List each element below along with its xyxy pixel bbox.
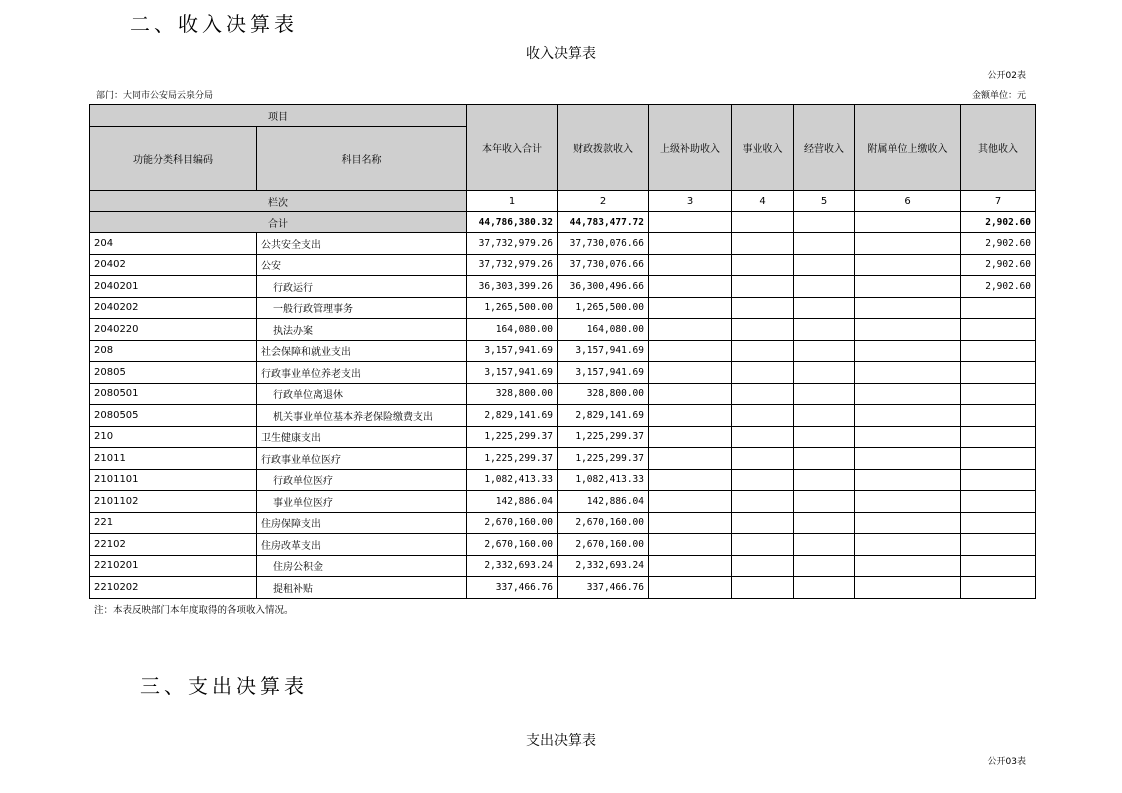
column-number: 3 xyxy=(649,191,732,212)
income-table-title: 收入决算表 xyxy=(526,46,596,62)
row-value xyxy=(732,534,794,556)
income-form-no: 公开02表 xyxy=(987,71,1026,81)
row-value xyxy=(649,448,732,470)
row-value: 1,082,413.33 xyxy=(467,469,558,491)
row-value xyxy=(961,491,1036,513)
header-col-5: 经营收入 xyxy=(794,105,855,191)
row-value xyxy=(794,254,855,276)
row-value xyxy=(794,319,855,341)
table-row xyxy=(90,319,1036,341)
row-code: 22102 xyxy=(90,534,257,556)
row-value xyxy=(855,362,961,384)
row-value xyxy=(961,577,1036,599)
table-row xyxy=(90,383,1036,405)
row-value: 37,730,076.66 xyxy=(558,233,649,255)
row-value: 337,466.76 xyxy=(558,577,649,599)
row-value: 2,332,693.24 xyxy=(467,555,558,577)
row-value: 337,466.76 xyxy=(467,577,558,599)
row-value xyxy=(855,405,961,427)
column-number: 2 xyxy=(558,191,649,212)
row-value: 1,225,299.37 xyxy=(558,426,649,448)
row-value xyxy=(855,383,961,405)
expense-table-title: 支出决算表 xyxy=(526,733,596,749)
row-value xyxy=(961,340,1036,362)
row-value xyxy=(855,319,961,341)
total-value: 44,783,477.72 xyxy=(558,212,649,233)
row-name: 行政运行 xyxy=(257,276,467,298)
row-value xyxy=(855,340,961,362)
row-value xyxy=(961,555,1036,577)
row-code: 208 xyxy=(90,340,257,362)
row-value xyxy=(732,512,794,534)
header-col-3: 上级补助收入 xyxy=(649,105,732,191)
expense-form-no: 公开03表 xyxy=(987,757,1026,767)
row-code: 2210201 xyxy=(90,555,257,577)
row-value: 142,886.04 xyxy=(467,491,558,513)
row-value xyxy=(855,577,961,599)
row-value xyxy=(732,254,794,276)
row-name: 住房公积金 xyxy=(257,555,467,577)
row-value xyxy=(855,534,961,556)
row-value: 164,080.00 xyxy=(558,319,649,341)
row-value xyxy=(649,340,732,362)
row-value xyxy=(794,469,855,491)
row-name: 行政事业单位医疗 xyxy=(257,448,467,470)
row-value xyxy=(649,383,732,405)
table-row xyxy=(90,276,1036,298)
row-value xyxy=(794,405,855,427)
row-value xyxy=(649,512,732,534)
table-row xyxy=(90,233,1036,255)
table-row xyxy=(90,534,1036,556)
department-label: 部门：大同市公安局云泉分局 xyxy=(96,91,214,101)
row-value xyxy=(794,426,855,448)
row-value xyxy=(649,405,732,427)
row-code: 2101101 xyxy=(90,469,257,491)
row-value xyxy=(732,276,794,298)
row-value: 2,829,141.69 xyxy=(558,405,649,427)
row-value: 36,300,496.66 xyxy=(558,276,649,298)
row-value xyxy=(732,577,794,599)
total-value: 2,902.60 xyxy=(961,212,1036,233)
row-name: 住房改革支出 xyxy=(257,534,467,556)
header-col-1: 本年收入合计 xyxy=(467,105,558,191)
row-value xyxy=(649,469,732,491)
header-col-4: 事业收入 xyxy=(732,105,794,191)
row-value xyxy=(794,534,855,556)
header-column-index-label: 栏次 xyxy=(90,191,467,212)
row-value: 328,800.00 xyxy=(558,383,649,405)
header-col-2: 财政拨款收入 xyxy=(558,105,649,191)
row-name: 卫生健康支出 xyxy=(257,426,467,448)
header-col-7: 其他收入 xyxy=(961,105,1036,191)
row-value xyxy=(961,512,1036,534)
row-value xyxy=(961,405,1036,427)
row-value xyxy=(732,469,794,491)
row-value xyxy=(855,297,961,319)
row-name: 事业单位医疗 xyxy=(257,491,467,513)
income-table-note: 注：本表反映部门本年度取得的各项收入情况。 xyxy=(94,605,294,616)
row-value xyxy=(732,491,794,513)
row-name: 行政事业单位养老支出 xyxy=(257,362,467,384)
table-row xyxy=(90,555,1036,577)
row-value xyxy=(732,383,794,405)
row-value xyxy=(649,254,732,276)
income-table xyxy=(89,104,1036,599)
row-value xyxy=(794,512,855,534)
table-row xyxy=(90,426,1036,448)
row-name: 机关事业单位基本养老保险缴费支出 xyxy=(257,405,467,427)
row-value xyxy=(961,469,1036,491)
row-code: 2101102 xyxy=(90,491,257,513)
table-row xyxy=(90,297,1036,319)
row-value xyxy=(961,383,1036,405)
row-value xyxy=(794,577,855,599)
column-number: 7 xyxy=(961,191,1036,212)
row-value xyxy=(855,254,961,276)
row-code: 2040202 xyxy=(90,297,257,319)
row-value xyxy=(855,448,961,470)
table-row xyxy=(90,340,1036,362)
total-value: 44,786,380.32 xyxy=(467,212,558,233)
row-code: 2210202 xyxy=(90,577,257,599)
row-value xyxy=(794,448,855,470)
row-value xyxy=(794,383,855,405)
total-value xyxy=(794,212,855,233)
row-code: 210 xyxy=(90,426,257,448)
total-label: 合计 xyxy=(90,212,467,233)
row-value: 164,080.00 xyxy=(467,319,558,341)
row-value xyxy=(794,362,855,384)
row-code: 2040201 xyxy=(90,276,257,298)
row-value xyxy=(794,233,855,255)
row-value xyxy=(649,233,732,255)
row-value: 3,157,941.69 xyxy=(558,362,649,384)
row-value xyxy=(855,426,961,448)
row-value: 1,225,299.37 xyxy=(558,448,649,470)
row-value xyxy=(649,491,732,513)
row-value: 37,730,076.66 xyxy=(558,254,649,276)
section2-title: 二、收入决算表 xyxy=(130,12,298,36)
table-row xyxy=(90,577,1036,599)
row-value: 3,157,941.69 xyxy=(467,340,558,362)
row-code: 21011 xyxy=(90,448,257,470)
row-value xyxy=(732,362,794,384)
row-value xyxy=(855,555,961,577)
row-code: 204 xyxy=(90,233,257,255)
row-name: 一般行政管理事务 xyxy=(257,297,467,319)
table-row xyxy=(90,491,1036,513)
row-value xyxy=(794,340,855,362)
row-name: 公共安全支出 xyxy=(257,233,467,255)
column-number: 5 xyxy=(794,191,855,212)
row-value xyxy=(649,276,732,298)
row-code: 2080501 xyxy=(90,383,257,405)
row-value xyxy=(855,512,961,534)
table-row xyxy=(90,362,1036,384)
row-value: 2,902.60 xyxy=(961,254,1036,276)
row-value: 36,303,399.26 xyxy=(467,276,558,298)
table-row xyxy=(90,469,1036,491)
row-value xyxy=(794,297,855,319)
row-name: 提租补贴 xyxy=(257,577,467,599)
total-value xyxy=(649,212,732,233)
row-value xyxy=(961,319,1036,341)
column-number: 4 xyxy=(732,191,794,212)
unit-label: 金额单位：元 xyxy=(971,91,1026,101)
table-row xyxy=(90,254,1036,276)
row-value xyxy=(649,534,732,556)
row-value xyxy=(649,297,732,319)
row-value xyxy=(855,233,961,255)
row-value: 2,829,141.69 xyxy=(467,405,558,427)
row-name: 行政单位医疗 xyxy=(257,469,467,491)
row-value xyxy=(649,555,732,577)
row-code: 2080505 xyxy=(90,405,257,427)
row-name: 执法办案 xyxy=(257,319,467,341)
column-number: 6 xyxy=(855,191,961,212)
row-value: 2,670,160.00 xyxy=(467,512,558,534)
header-item: 项目 xyxy=(90,105,467,127)
row-value xyxy=(794,491,855,513)
total-value xyxy=(855,212,961,233)
row-value xyxy=(961,448,1036,470)
row-value xyxy=(732,233,794,255)
row-value xyxy=(732,297,794,319)
row-value: 2,902.60 xyxy=(961,233,1036,255)
row-value xyxy=(794,276,855,298)
row-code: 20805 xyxy=(90,362,257,384)
row-value: 3,157,941.69 xyxy=(467,362,558,384)
row-value xyxy=(732,405,794,427)
row-code: 221 xyxy=(90,512,257,534)
row-value: 1,225,299.37 xyxy=(467,426,558,448)
column-number: 1 xyxy=(467,191,558,212)
row-value xyxy=(732,319,794,341)
row-value: 2,902.60 xyxy=(961,276,1036,298)
row-value: 2,670,160.00 xyxy=(558,534,649,556)
row-value xyxy=(961,362,1036,384)
row-value xyxy=(961,297,1036,319)
row-value: 328,800.00 xyxy=(467,383,558,405)
row-value: 142,886.04 xyxy=(558,491,649,513)
row-code: 2040220 xyxy=(90,319,257,341)
row-value xyxy=(649,426,732,448)
row-name: 行政单位离退休 xyxy=(257,383,467,405)
row-value xyxy=(855,491,961,513)
row-code: 20402 xyxy=(90,254,257,276)
row-name: 住房保障支出 xyxy=(257,512,467,534)
row-value: 37,732,979.26 xyxy=(467,233,558,255)
row-value xyxy=(794,555,855,577)
total-value xyxy=(732,212,794,233)
header-name: 科目名称 xyxy=(257,127,467,191)
total-row xyxy=(90,212,1036,233)
row-value: 37,732,979.26 xyxy=(467,254,558,276)
row-value: 2,332,693.24 xyxy=(558,555,649,577)
row-name: 公安 xyxy=(257,254,467,276)
row-value xyxy=(732,426,794,448)
header-code: 功能分类科目编码 xyxy=(90,127,257,191)
row-value xyxy=(961,534,1036,556)
row-value xyxy=(732,555,794,577)
row-value: 2,670,160.00 xyxy=(467,534,558,556)
row-value: 1,225,299.37 xyxy=(467,448,558,470)
row-value xyxy=(649,577,732,599)
row-value: 3,157,941.69 xyxy=(558,340,649,362)
header-col-6: 附属单位上缴收入 xyxy=(855,105,961,191)
row-value xyxy=(855,469,961,491)
row-value: 1,265,500.00 xyxy=(558,297,649,319)
row-value xyxy=(649,319,732,341)
row-value xyxy=(855,276,961,298)
row-value: 1,082,413.33 xyxy=(558,469,649,491)
row-value xyxy=(732,340,794,362)
table-row xyxy=(90,512,1036,534)
table-row xyxy=(90,405,1036,427)
row-value xyxy=(732,448,794,470)
table-row xyxy=(90,448,1036,470)
section3-title: 三、支出决算表 xyxy=(140,674,308,698)
row-value xyxy=(649,362,732,384)
row-value: 2,670,160.00 xyxy=(558,512,649,534)
row-value: 1,265,500.00 xyxy=(467,297,558,319)
row-value xyxy=(961,426,1036,448)
row-name: 社会保障和就业支出 xyxy=(257,340,467,362)
